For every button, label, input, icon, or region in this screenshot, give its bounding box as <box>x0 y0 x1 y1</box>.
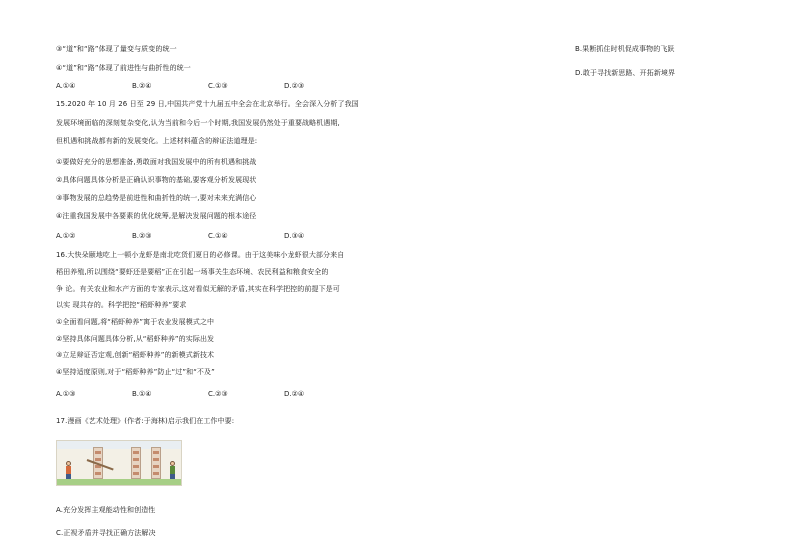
cartoon-image <box>56 440 182 486</box>
q17-option-a: A.充分发挥主观能动性和创造性 <box>56 506 156 514</box>
q16-item-1: ①全面看问题,将“稻虾种养”寓于农业发展模式之中 <box>56 318 215 326</box>
q16-option-d: D.②④ <box>284 390 305 398</box>
q15-item-2: ②具体问题具体分析是正确认识事物的基础,要客观分析发展现状 <box>56 176 257 184</box>
q15-item-1: ①要做好充分的思想准备,勇敢面对我国发展中的所有机遇和挑战 <box>56 158 257 166</box>
q15-option-b: B.②③ <box>132 232 152 240</box>
q16-stem-line-3: 争 论。有关农业和水产方面的专家表示,这对看似无解的矛盾,其实在科学把控的前提下是可 <box>56 285 340 293</box>
q14-item-3: ③“道”和“路”体现了量变与质变的统一 <box>56 45 177 53</box>
q17-stem: 17.漫画《艺术处理》(作者:于海林)启示我们在工作中要: <box>56 417 235 425</box>
q15-item-3: ③事物发展的总趋势是前进性和曲折性的统一,要对未来充满信心 <box>56 194 257 202</box>
cartoon-person-left <box>65 461 72 479</box>
q14-options <box>56 81 316 91</box>
cartoon-sky <box>57 441 181 449</box>
q16-item-2: ②坚持具体问题具体分析,从“稻虾种养”的实际出发 <box>56 335 215 343</box>
q17-option-c: C.正视矛盾并寻找正确方法解决 <box>56 529 156 537</box>
cartoon-wall-middle <box>131 447 141 479</box>
q15-option-a: A.①② <box>56 232 76 240</box>
cartoon-ground <box>57 479 181 485</box>
q16-option-a: A.①③ <box>56 390 76 398</box>
q16-option-b: B.①④ <box>132 390 152 398</box>
q15-option-c: C.①④ <box>208 232 228 240</box>
q14-option-a: A.①④ <box>56 82 76 90</box>
q15-options <box>56 231 316 241</box>
q16-item-4: ④坚持适度原则,对于“稻虾种养”防止“过”和“不及” <box>56 368 215 376</box>
cartoon-person-right <box>169 461 176 479</box>
q16-stem-line-2: 稻田养殖,所以围绕“要虾还是要稻”正在引起一场事关生态环境、农民利益和粮食安全的 <box>56 268 329 276</box>
q16-item-3: ③立足辩证否定观,创新“稻虾种养”的新模式新技术 <box>56 351 215 359</box>
q15-stem-line-2: 发展环境面临的深刻复杂变化,认为当前和今后一个时期,我国发展仍然处于重要战略机遇期, <box>56 119 340 127</box>
q14-option-d: D.②③ <box>284 82 305 90</box>
q15-option-d: D.③④ <box>284 232 305 240</box>
cartoon-wall-right <box>151 447 161 479</box>
q16-stem-line-4: 以实 现共存的。科学把控“稻虾种养”要求 <box>56 301 187 309</box>
q15-stem-line-3: 但机遇和挑战都有新的发展变化。上述材料蕴含的辩证法道理是: <box>56 137 258 145</box>
q14-option-c: C.①③ <box>208 82 228 90</box>
right-option-b: B.果断抓住时机促成事物的飞跃 <box>575 45 675 53</box>
q16-options <box>56 389 316 399</box>
q16-stem-line-1: 16.大快朵颐地吃上一顿小龙虾是南北吃货们夏日的必修课。由于这美味小龙虾很大部分来自 <box>56 251 345 259</box>
q15-item-4: ④注重我国发展中各要素的优化统筹,是解决发展问题的根本途径 <box>56 212 257 220</box>
right-option-d: D.敢于寻找新思路、开拓新境界 <box>575 69 676 77</box>
q15-stem-line-1: 15.2020 年 10 月 26 日至 29 日,中国共产党十九届五中全会在北京举行。全会深入分析了我国 <box>56 100 359 108</box>
q14-item-4: ④“道”和“路”体现了前进性与曲折性的统一 <box>56 64 191 72</box>
q14-option-b: B.②④ <box>132 82 152 90</box>
q16-option-c: C.②③ <box>208 390 228 398</box>
